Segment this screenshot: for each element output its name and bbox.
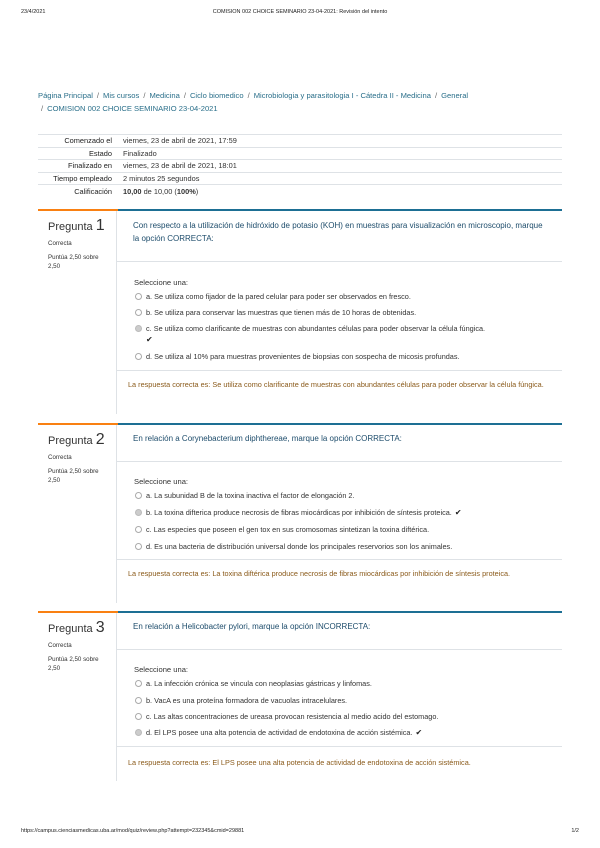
feedback-prefix: La respuesta correcta es:	[128, 569, 213, 578]
summary-label: Comenzado el	[64, 136, 112, 146]
question-label: Pregunta	[48, 221, 93, 233]
correct-answer-feedback	[128, 568, 548, 580]
answer-option[interactable]	[135, 524, 545, 535]
grade-percent: 100%	[176, 187, 196, 197]
question-number	[48, 619, 108, 637]
grade-close: )	[195, 187, 199, 197]
summary-grade	[117, 187, 198, 196]
answer-text: c. Las altas concentraciones de ureasa provocan resistencia al medio acido del estomago.	[146, 712, 439, 721]
question-number	[48, 431, 108, 449]
question-1	[38, 209, 562, 414]
breadcrumb-separator: /	[434, 91, 438, 100]
question-text: Con respecto a la utilización de hidróxido de potasio (KOH) en muestras para visualización en microscopio, marque la opción CORRECTA:	[133, 221, 543, 243]
answer-text: c. Las especies que poseen el gen tox en sus cromosomas sintetizan la toxina diftérica.	[146, 525, 430, 534]
print-header	[21, 9, 579, 19]
summary-value: Finalizado	[123, 148, 157, 158]
question-text: En relación a Helicobacter pylori, marque la opción INCORRECTA:	[133, 622, 371, 631]
breadcrumb-my-courses[interactable]: Mis cursos	[103, 91, 140, 100]
radio-icon[interactable]	[135, 293, 142, 300]
question-text: En relación a Corynebacterium diphthereae, marque la opción CORRECTA:	[133, 434, 402, 443]
summary-value: viernes, 23 de abril de 2021, 17:59	[123, 136, 237, 146]
breadcrumb-general[interactable]: General	[441, 91, 469, 100]
summary-value: 2 minutos 25 segundos	[123, 174, 200, 184]
breadcrumb-medicina[interactable]: Medicina	[149, 91, 180, 100]
answer-text: d. El LPS posee una alta potencia de actividad de endotoxina de acción sistémica.	[146, 728, 413, 737]
breadcrumb-separator: /	[247, 91, 250, 100]
correct-answer-feedback	[128, 379, 548, 391]
divider	[117, 261, 562, 262]
breadcrumb-quiz[interactable]: COMISION 002 CHOICE SEMINARIO 23-04-2021	[47, 104, 218, 113]
print-page-number: 1/2	[571, 828, 579, 834]
divider	[117, 370, 562, 371]
breadcrumb-course[interactable]: Microbiologia y parasitologia I - Cátedra II - Medicina	[253, 91, 431, 100]
breadcrumb-separator: /	[41, 104, 44, 113]
answer-text: a. La subunidad B de la toxina inactiva el factor de elongación 2.	[146, 491, 355, 500]
radio-icon[interactable]	[135, 492, 142, 499]
radio-icon[interactable]	[135, 526, 142, 533]
question-3	[38, 611, 562, 781]
question-grade: Puntúa 2,50 sobre 2,50	[48, 254, 99, 270]
summary-label: Tiempo empleado	[53, 174, 112, 184]
radio-icon[interactable]	[135, 697, 142, 704]
summary-row	[38, 135, 562, 148]
answer-option[interactable]	[135, 490, 545, 501]
summary-row	[38, 173, 562, 186]
answer-text: b. La toxina difterica produce necrosis de fibras miocárdicas por inhibición de síntesis proteica.	[146, 508, 452, 517]
radio-icon[interactable]	[135, 309, 142, 316]
divider	[117, 559, 562, 560]
feedback-text: Se utiliza como clarificante de muestras con abundantes células para poder observar la célula fúngica.	[212, 380, 544, 389]
answer-option[interactable]	[135, 727, 545, 738]
attempt-summary	[38, 134, 562, 198]
print-title: COMISION 002 CHOICE SEMINARIO 23-04-2021: Revisión del intento	[212, 9, 388, 15]
answer-option[interactable]	[135, 541, 545, 552]
feedback-prefix: La respuesta correcta es:	[128, 380, 213, 389]
divider	[117, 746, 562, 747]
summary-row-grade	[38, 185, 562, 198]
summary-row	[38, 160, 562, 173]
summary-label: Estado	[88, 148, 112, 158]
select-prompt: Seleccione una:	[134, 278, 189, 287]
divider	[117, 461, 562, 462]
breadcrumb-ciclo[interactable]: Ciclo biomedico	[189, 91, 244, 100]
question-num: 2	[95, 431, 105, 448]
breadcrumb-home[interactable]: Página Principal	[38, 91, 93, 100]
summary-value: viernes, 23 de abril de 2021, 18:01	[123, 161, 237, 171]
breadcrumb-separator: /	[96, 91, 100, 100]
grade-rest: de 10,00 (	[143, 187, 177, 197]
answer-text: a. La infección crónica se vincula con neoplasias gástricas y linfomas.	[146, 679, 372, 688]
answer-text: d. Se utiliza al 10% para muestras provenientes de biopsias con sospecha de micosis profundas.	[146, 352, 460, 361]
question-info	[48, 431, 108, 485]
radio-icon[interactable]	[135, 713, 142, 720]
question-state: Correcta	[48, 454, 72, 461]
radio-icon[interactable]	[135, 729, 142, 736]
check-icon: ✔	[146, 335, 153, 344]
question-state: Correcta	[48, 642, 72, 649]
summary-label: Calificación	[74, 187, 112, 197]
radio-icon[interactable]	[135, 509, 142, 516]
feedback-prefix: La respuesta correcta es:	[128, 758, 213, 767]
breadcrumb-separator: /	[183, 91, 186, 100]
answer-option[interactable]	[135, 351, 545, 362]
summary-row	[38, 148, 562, 161]
question-num: 1	[95, 217, 105, 234]
question-number	[48, 217, 108, 235]
answer-option[interactable]	[135, 291, 545, 302]
answer-option[interactable]	[135, 711, 545, 722]
answer-text: a. Se utiliza como fijador de la pared celular para poder ser observados en fresco.	[146, 292, 411, 301]
select-prompt: Seleccione una:	[134, 477, 189, 486]
radio-icon[interactable]	[135, 543, 142, 550]
select-prompt: Seleccione una:	[134, 665, 189, 674]
summary-label: Finalizado en	[68, 161, 112, 171]
breadcrumb	[38, 89, 562, 115]
answer-text: c. Se utiliza como clarificante de muestras con abundantes células para poder observar la célula fúngica.	[146, 324, 486, 333]
answer-option[interactable]	[135, 678, 545, 689]
radio-icon[interactable]	[135, 680, 142, 687]
check-icon: ✔	[454, 508, 462, 517]
question-info	[48, 619, 108, 673]
answer-text: d. Es una bacteria de distribución universal donde los principales reservorios son los animales.	[146, 542, 453, 551]
question-grade: Puntúa 2,50 sobre 2,50	[48, 468, 99, 484]
divider	[116, 211, 117, 414]
answer-text: b. Se utiliza para conservar las muestras que tienen más de 10 horas de obtenidas.	[146, 308, 417, 317]
print-footer	[21, 828, 579, 838]
radio-icon[interactable]	[135, 325, 142, 332]
divider	[116, 425, 117, 603]
answer-text-wrap	[146, 323, 485, 345]
answer-option[interactable]	[135, 695, 545, 706]
question-num: 3	[95, 619, 105, 636]
grade-value: 10,00	[123, 187, 142, 197]
question-label: Pregunta	[48, 623, 93, 635]
answer-option[interactable]	[135, 323, 545, 345]
check-icon: ✔	[415, 728, 423, 737]
question-state: Correcta	[48, 240, 72, 247]
question-2	[38, 423, 562, 603]
divider	[116, 613, 117, 781]
correct-answer-feedback	[128, 757, 548, 769]
print-date: 23/4/2021	[21, 9, 46, 15]
print-url: https://campus.cienciasmedicas.uba.ar/mod/quiz/review.php?attempt=232345&cmid=29881	[21, 828, 245, 834]
question-grade: Puntúa 2,50 sobre 2,50	[48, 656, 99, 672]
feedback-text: La toxina diftérica produce necrosis de fibras miocárdicas por inhibición de síntesis proteica.	[212, 569, 511, 578]
breadcrumb-separator: /	[143, 91, 146, 100]
divider	[117, 649, 562, 650]
radio-icon[interactable]	[135, 353, 142, 360]
feedback-text: El LPS posee una alta potencia de actividad de endotoxina de acción sistémica.	[212, 758, 471, 767]
question-info	[48, 217, 108, 271]
answer-option[interactable]	[135, 507, 545, 518]
answer-text: b. VacA es una proteína formadora de vacuolas intracelulares.	[146, 696, 348, 705]
question-label: Pregunta	[48, 435, 93, 447]
answer-option[interactable]	[135, 307, 545, 318]
